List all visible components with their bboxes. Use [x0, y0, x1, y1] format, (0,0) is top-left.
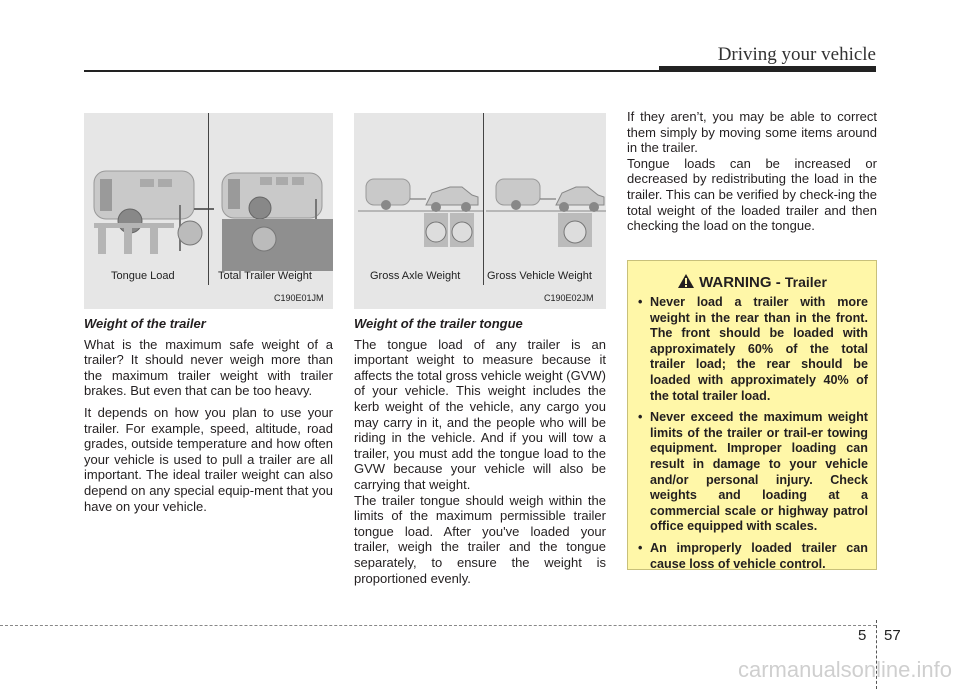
- warning-title: [628, 273, 876, 291]
- figure-code: C190E02JM: [544, 293, 594, 303]
- section-heading: Weight of the trailer tongue: [354, 316, 523, 331]
- paragraph: If they aren’t, you may be able to correct them simply by moving some items around in the trailer.: [627, 109, 877, 156]
- figure-label-gross-axle-weight: Gross Axle Weight: [370, 270, 461, 282]
- paragraph: It depends on how you plan to use your trailer. For example, speed, altitude, road grades, outside temperature and how often your vehicle is used to pull a trailer are all important. The ideal trailer weight can also depend on any special equip-ment that you have on your vehicle.: [84, 404, 333, 514]
- bullet: •: [638, 410, 643, 425]
- figure-divider: [483, 113, 484, 285]
- bullet: •: [638, 540, 643, 555]
- warning-item-text: Never exceed the maximum weight limits of the trailer or trail-er towing equipment. Improper loading can result in damage to your vehicle and/or personal injury. Check weights and loading at a commercial scale or highway patrol office equipped with scales.: [650, 410, 868, 534]
- warning-box: [627, 260, 877, 570]
- paragraph: What is the maximum safe weight of a trailer? It should never weigh more than the maximum trailer weight with trailer brakes. But even that can be too heavy.: [84, 336, 333, 399]
- warning-title-text: WARNING -: [699, 274, 785, 291]
- footer-rule: [0, 625, 876, 626]
- figure-code: C190E01JM: [274, 293, 324, 303]
- warning-subtitle: Trailer: [784, 274, 827, 290]
- figure-tongue-load: [84, 113, 333, 309]
- column-trailer-tongue: [354, 316, 606, 592]
- warning-item-text: An improperly loaded trailer can cause loss of vehicle control.: [650, 540, 868, 571]
- column-trailer-weight: [84, 316, 333, 520]
- paragraph: The tongue load of any trailer is an important weight to measure because it affects the total gross vehicle weight (GVW) of your vehicle. This weight includes the kerb weight of the vehicle, any cargo you may carry in it, and the people who will be riding in the vehicle. And if you will tow a trailer, you must add the tongue load to the GVW because your vehicle will also be carrying that weight.: [354, 336, 606, 492]
- warning-item: [636, 410, 868, 535]
- figure-label-total-trailer-weight: Total Trailer Weight: [218, 270, 312, 282]
- page-number: 57: [884, 627, 901, 644]
- figure-label-gross-vehicle-weight: Gross Vehicle Weight: [487, 270, 592, 282]
- bullet: •: [638, 295, 643, 309]
- figure-gross-weight: [354, 113, 606, 309]
- paragraph: The trailer tongue should weigh within the limits of the maximum permissible trailer tongue load. After you've loaded your trailer, weigh the trailer and the tongue separately, to ensure the weight is proportioned evenly.: [354, 492, 606, 586]
- column-tongue-loads: [627, 109, 877, 234]
- warning-item: [636, 295, 868, 404]
- watermark: carmanualsonline.info: [737, 657, 952, 682]
- section-title: Driving your vehicle: [717, 44, 876, 65]
- warning-item-text: Never load a trailer with more weight in the rear than in the front. The front should be loaded with approximately 60% of the total trailer load; the rear should be loaded with approximately 40% of the total trailer load.: [650, 295, 868, 403]
- paragraph: Tongue loads can be increased or decreased by redistributing the load in the trailer. This can be verified by check-ing the total weight of the loaded trailer and then checking the load on the tongue.: [627, 155, 877, 234]
- warning-item: [636, 541, 868, 572]
- figure-divider: [208, 113, 209, 285]
- figure-label-tongue-load: Tongue Load: [111, 270, 175, 282]
- section-heading: Weight of the trailer: [84, 316, 206, 331]
- warning-list: [636, 295, 868, 578]
- chapter-number: 5: [858, 627, 867, 644]
- warning-triangle-icon: [677, 273, 695, 289]
- header-rule-accent: [659, 66, 876, 72]
